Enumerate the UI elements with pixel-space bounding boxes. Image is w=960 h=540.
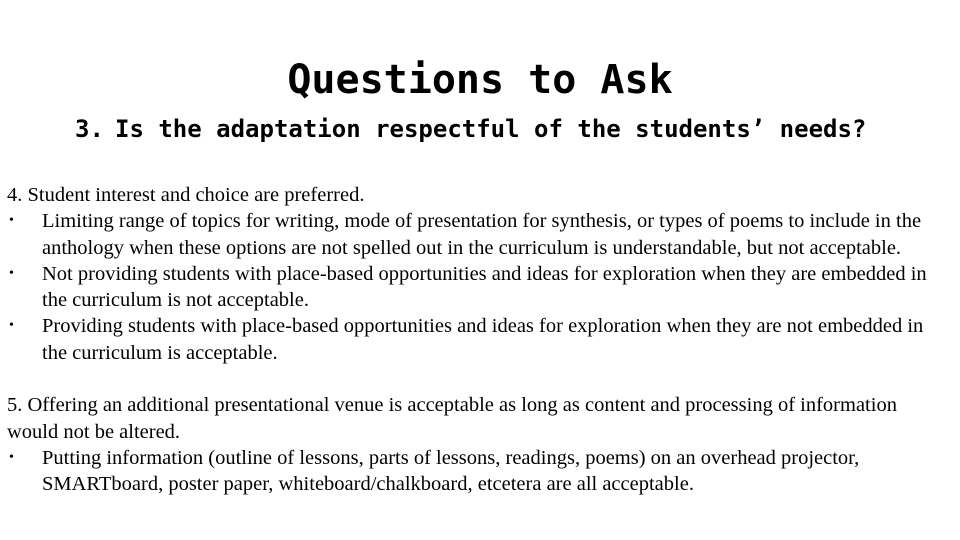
- bullet-item: [7, 313, 952, 366]
- section-5-heading: 5. Offering an additional presentational venue is acceptable as long as content and processing of information would not be altered.: [7, 394, 897, 443]
- slide-title: Questions to Ask: [287, 57, 673, 103]
- bullet-icon: •: [9, 265, 14, 281]
- bullet-icon: •: [9, 318, 14, 334]
- bullet-item: [7, 261, 952, 314]
- bullet-icon: •: [9, 213, 14, 229]
- bullet-text: Limiting range of topics for writing, mode of presentation for synthesis, or types of poems to include in the anthology when these options are not spelled out in the curriculum is understandable, but not acceptable.: [42, 210, 922, 259]
- section-4-bullet-list: [7, 208, 952, 366]
- bullet-icon: •: [9, 449, 14, 465]
- bullet-text: Not providing students with place-based opportunities and ideas for exploration when they are embedded in the curriculum is not acceptable.: [42, 262, 927, 312]
- question-heading: [75, 114, 935, 144]
- section-5-bullet-list: [7, 445, 952, 498]
- section-4-heading: 4. Student interest and choice are preferred.: [7, 184, 365, 206]
- bullet-item: [7, 208, 952, 261]
- question-row: [75, 114, 935, 144]
- bullet-text: Providing students with place-based opportunities and ideas for exploration when they are not embedded in the curriculum is acceptable.: [42, 315, 924, 364]
- slide-body: [7, 182, 952, 498]
- question-text: Is the adaptation respectful of the students’ needs?: [115, 115, 867, 143]
- bullet-item: [7, 445, 952, 498]
- bullet-text: Putting information (outline of lessons, parts of lessons, readings, poems) on an overhead projector, SMARTboard, poster paper, whiteboard/chalkboard, etcetera are all acceptable.: [42, 446, 860, 496]
- paragraph-spacer: [7, 366, 952, 392]
- question-number: 3.: [75, 115, 104, 143]
